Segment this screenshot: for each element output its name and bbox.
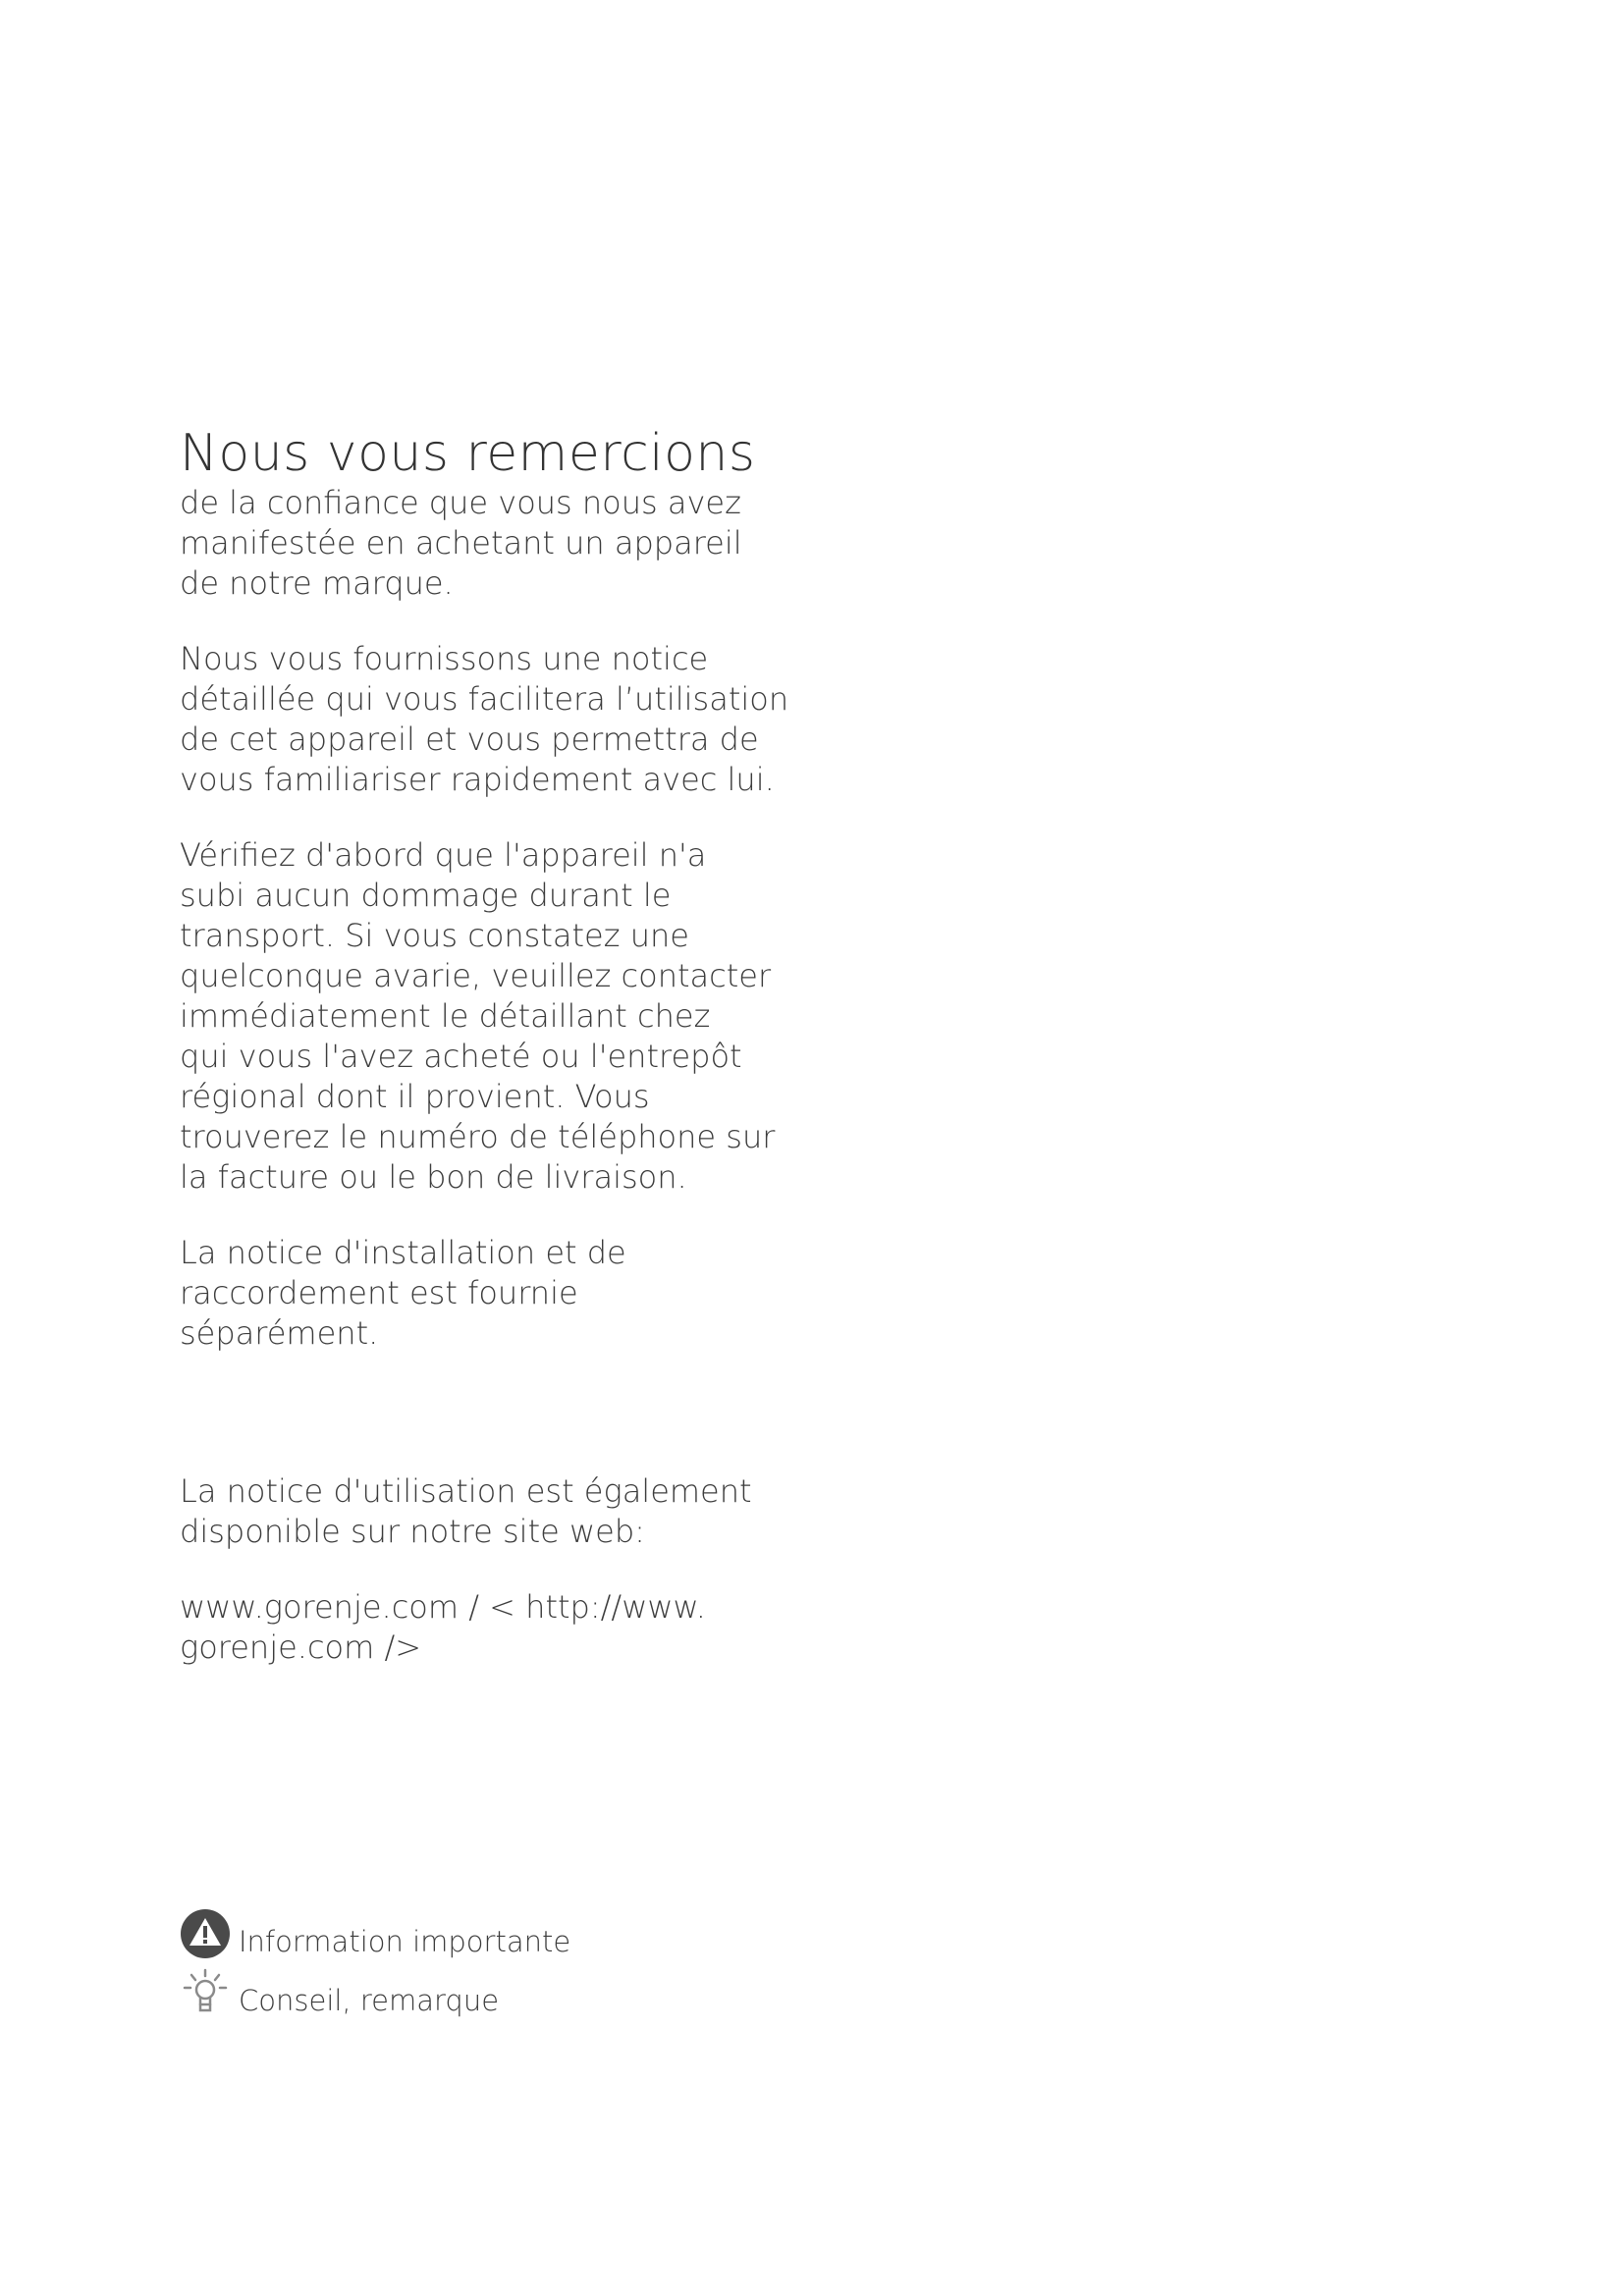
online-manual-paragraph: La notice d'utilisation est également disponible sur notre site web:	[180, 1472, 752, 1550]
legend-label-important: Information importante	[239, 1925, 571, 1958]
intro-paragraph: de la confiance que vous nous avez manifestée en achetant un appareil de notre marque.	[180, 484, 742, 602]
symbol-legend	[180, 1904, 769, 2022]
notice-paragraph: Nous vous fournissons une notice détaillée qui vous facilitera l’utilisation de cet appareil et vous permettra de vous familiariser rapidement avec lui.	[180, 640, 789, 798]
installation-paragraph: La notice d'installation et de raccordement est fournie séparément.	[180, 1234, 626, 1352]
legend-label-tip: Conseil, remarque	[239, 1984, 500, 2017]
main-content	[180, 424, 828, 1668]
legend-item-important	[180, 1904, 769, 1959]
lightbulb-icon	[180, 1967, 231, 2018]
legend-item-tip	[180, 1963, 769, 2018]
warning-icon	[180, 1908, 231, 1959]
damage-check-paragraph: Vérifiez d'abord que l'appareil n'a subi aucun dommage durant le transport. Si vous constatez une quelconque avarie, veuillez contacter immédiatement le détaillant chez qui vous l'avez acheté ou l'entrepôt régional dont il provient. Vous trouverez le numéro de téléphone sur la facture ou le bon de livraison.	[180, 836, 776, 1196]
website-link[interactable]: www.gorenje.com / < http://www. gorenje.com />	[180, 1588, 706, 1666]
page-title: Nous vous remercions	[180, 424, 756, 483]
